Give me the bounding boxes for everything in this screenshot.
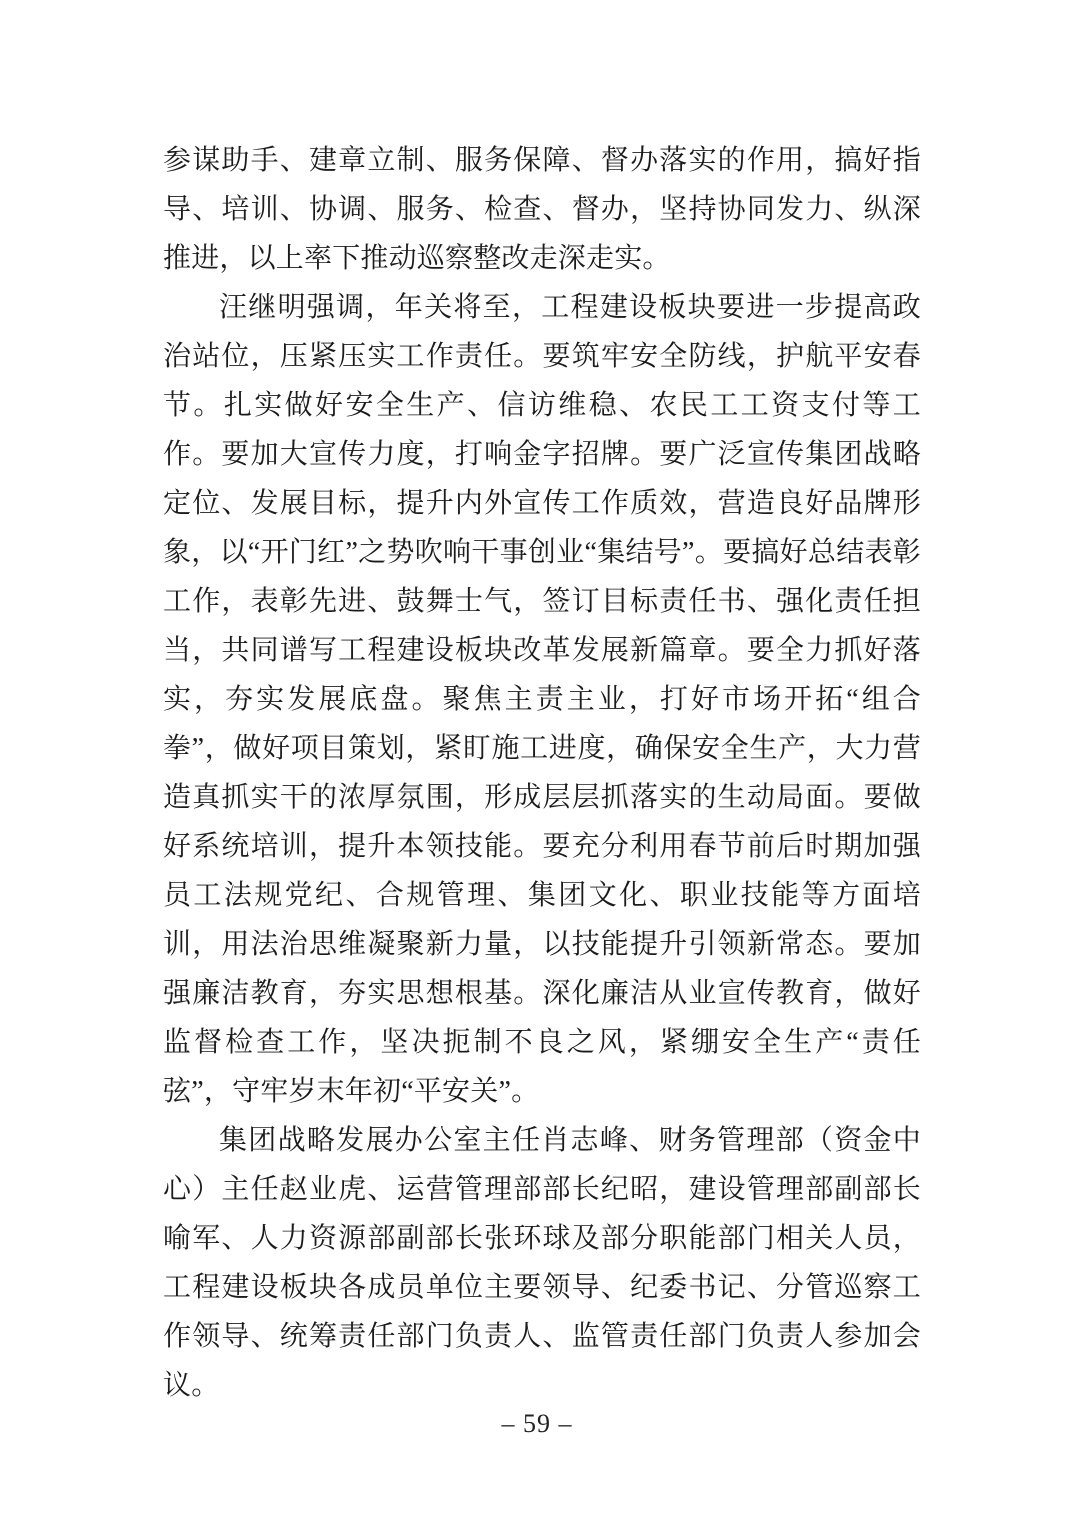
paragraph-speech: 汪继明强调，年关将至，工程建设板块要进一步提高政治站位，压紧压实工作责任。要筑牢安全防线，护航平安春节。扎实做好安全生产、信访维稳、农民工工资支付等工作。要加大宣传力度，打响金字招牌。要广泛宣传集团战略定位、发展目标，提升内外宣传工作质效，营造良好品牌形象，以“开门红”之势吹响干事创业“集结号”。要搞好总结表彰工作，表彰先进、鼓舞士气，签订目标责任书、强化责任担当，共同谱写工程建设板块改革发展新篇章。要全力抓好落实，夯实发展底盘。聚焦主责主业，打好市场开拓“组合拳”，做好项目策划，紧盯施工进度，确保安全生产，大力营造真抓实干的浓厚氛围，形成层层抓落实的生动局面。要做好系统培训，提升本领技能。要充分利用春节前后时期加强员工法规党纪、合规管理、集团文化、职业技能等方面培训，用法治思维凝聚新力量，以技能提升引领新常态。要加强廉洁教育，夯实思想根基。深化廉洁从业宣传教育，做好监督检查工作，坚决扼制不良之风，紧绷安全生产“责任弦”，守牢岁末年初“平安关”。	[163, 292, 921, 1107]
paragraph-attendees: 集团战略发展办公室主任肖志峰、财务管理部（资金中心）主任赵业虎、运营管理部部长纪昭，建设管理部副部长喻军、人力资源部副部长张环球及部分职能部门相关人员，工程建设板块各成员单位主要领导、纪委书记、分管巡察工作领导、统筹责任部门负责人、监管责任部门负责人参加会议。	[163, 1125, 921, 1401]
page-number: – 59 –	[501, 1409, 573, 1438]
document-body	[163, 136, 921, 1410]
paragraph-continuation: 参谋助手、建章立制、服务保障、督办落实的作用，搞好指导、培训、协调、服务、检查、督办，坚持协同发力、纵深推进，以上率下推动巡察整改走深走实。	[163, 145, 921, 274]
